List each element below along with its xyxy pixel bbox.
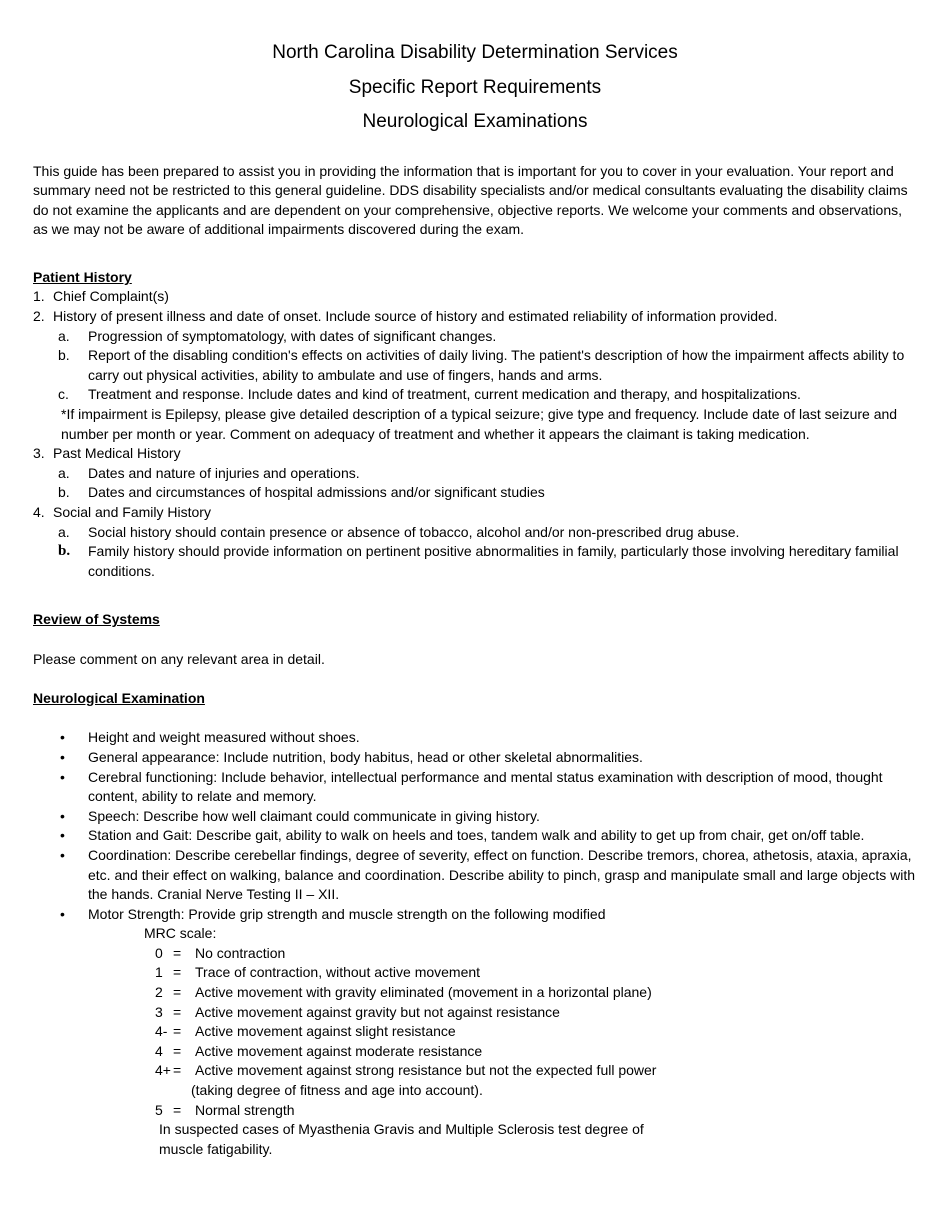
mrc-equals: = <box>173 944 182 961</box>
mrc-row <box>33 944 917 964</box>
mrc-row-continuation: (taking degree of fitness and age into account). <box>191 1082 483 1099</box>
mrc-row <box>33 983 917 1003</box>
subitem-text: Dates and nature of injuries and operations. <box>88 464 360 481</box>
mrc-equals: = <box>173 1062 182 1079</box>
review-of-systems-heading: Review of Systems <box>33 611 160 628</box>
history-item-1 <box>33 287 917 307</box>
mrc-grade: 4- <box>155 1023 168 1040</box>
bullet-mark: • <box>60 768 65 785</box>
document-title <box>33 36 917 140</box>
neurological-exam-section <box>33 689 917 1160</box>
bullet-text: Motor Strength: Provide grip strength and muscle strength on the following modified <box>88 905 606 922</box>
exam-bullet-list <box>33 728 917 924</box>
bullet-item <box>33 748 917 768</box>
bullet-item <box>33 807 917 827</box>
bullet-item <box>33 728 917 748</box>
bullet-item <box>33 905 917 925</box>
item-number: 1. <box>33 288 45 305</box>
mrc-description: Active movement against slight resistance <box>195 1023 456 1040</box>
history-subitem-4b <box>33 542 917 581</box>
mrc-grade: 4 <box>155 1042 163 1059</box>
item-text: Chief Complaint(s) <box>53 288 169 305</box>
mrc-equals: = <box>173 984 182 1001</box>
patient-history-section <box>33 268 917 582</box>
subitem-text: Social history should contain presence or absence of tobacco, alcohol and/or non-prescribed drug abuse. <box>88 523 740 540</box>
bullet-text: General appearance: Include nutrition, body habitus, head or other skeletal abnormalities. <box>88 748 643 765</box>
mrc-row <box>33 1042 917 1062</box>
mrc-scale-label: MRC scale: <box>144 925 217 942</box>
mrc-grade: 2 <box>155 984 163 1001</box>
mrc-row <box>33 1101 917 1121</box>
bullet-text: Speech: Describe how well claimant could communicate in giving history. <box>88 807 540 824</box>
bullet-item <box>33 768 917 807</box>
history-subitem-4a <box>33 523 917 543</box>
title-line-3: Neurological Examinations <box>362 111 588 132</box>
mrc-description: Normal strength <box>195 1101 295 1118</box>
history-item-3 <box>33 444 917 464</box>
mrc-description: Active movement against moderate resistance <box>195 1042 483 1059</box>
history-subitem-3a <box>33 464 917 484</box>
bullet-mark: • <box>60 827 65 844</box>
epilepsy-note: *If impairment is Epilepsy, please give detailed description of a typical seizure; give type and frequency. Include date of last seizure and number per month or year. Comment on adequacy of treatment and whether it appears the claimant is taking medication. <box>61 406 898 442</box>
mrc-scale <box>33 924 917 1159</box>
item-text: Social and Family History <box>53 504 211 520</box>
item-number: 3. <box>33 445 45 462</box>
mrc-note-line-2: muscle fatigability. <box>159 1140 273 1157</box>
mrc-grade: 5 <box>155 1101 163 1118</box>
subitem-letter: b. <box>58 543 71 560</box>
history-item-2 <box>33 307 917 327</box>
bullet-text: Station and Gait: Describe gait, ability to walk on heels and toes, tandem walk and ability to get up from chair, get on/off table. <box>88 827 865 844</box>
subitem-letter: b. <box>58 347 70 364</box>
subitem-letter: a. <box>58 464 70 481</box>
mrc-grade: 1 <box>155 964 163 981</box>
history-subitem-2b <box>33 346 917 385</box>
mrc-row <box>33 963 917 983</box>
title-line-1: North Carolina Disability Determination Services <box>272 42 678 63</box>
history-subitem-3b <box>33 483 917 503</box>
bullet-item <box>33 846 917 905</box>
mrc-equals: = <box>173 1101 182 1118</box>
bullet-mark: • <box>60 729 65 746</box>
mrc-description: Active movement against gravity but not against resistance <box>195 1003 560 1020</box>
intro-paragraph: This guide has been prepared to assist you in providing the information that is important for you to cover in your evaluation. Your report and summary need not be restricted to this general guideline. DDS disability specialists and/or medical consultants evaluating the disability claims do not examine the applicants and are dependent on your comprehensive, objective reports. We welcome your comments and observations, as we may not be aware of additional impairments discovered during the exam. <box>33 162 908 238</box>
mrc-row <box>33 1003 917 1023</box>
mrc-equals: = <box>173 1042 182 1059</box>
mrc-equals: = <box>173 1023 182 1040</box>
mrc-grade: 4+ <box>155 1062 171 1079</box>
mrc-equals: = <box>173 1003 182 1020</box>
subitem-letter: a. <box>58 523 70 540</box>
mrc-description: Active movement with gravity eliminated (movement in a horizontal plane) <box>195 984 652 1001</box>
item-number: 2. <box>33 308 45 325</box>
bullet-text: Height and weight measured without shoes. <box>88 729 360 746</box>
subitem-text: Report of the disabling condition's effects on activities of daily living. The patient's description of how the impairment affects ability to carry out physical activities, ability to ambulate and use of fingers, hands and arms. <box>88 347 905 383</box>
item-text: History of present illness and date of onset. Include source of history and estimated reliability of information provided. <box>53 308 778 325</box>
subitem-text: Treatment and response. Include dates and kind of treatment, current medication and therapy, and hospitalizations. <box>88 386 801 403</box>
mrc-grade: 0 <box>155 944 163 961</box>
bullet-item <box>33 826 917 846</box>
history-item-4 <box>33 503 917 523</box>
bullet-text: Coordination: Describe cerebellar findings, degree of severity, effect on function. Describe tremors, chorea, athetosis, ataxia, apraxia, etc. and their effect on walking, balance and coordination. Describe ability to pinch, grasp and manipulate small and large objects with the hands. Cranial Nerve Testing II – XII. <box>88 846 916 903</box>
mrc-note-line-1: In suspected cases of Myasthenia Gravis and Multiple Sclerosis test degree of <box>159 1121 644 1138</box>
history-subitem-2a <box>33 327 917 347</box>
item-text: Past Medical History <box>53 445 181 462</box>
subitem-text: Progression of symptomatology, with dates of significant changes. <box>88 327 497 344</box>
subitem-letter: b. <box>58 484 70 501</box>
mrc-equals: = <box>173 964 182 981</box>
mrc-grade: 3 <box>155 1003 163 1020</box>
patient-history-heading: Patient History <box>33 268 132 285</box>
bullet-text: Cerebral functioning: Include behavior, intellectual performance and mental status examination with description of mood, thought content, ability to relate and memory. <box>88 768 883 805</box>
mrc-description: Active movement against strong resistance but not the expected full power <box>195 1062 657 1079</box>
bullet-mark: • <box>60 748 65 765</box>
review-of-systems-text: Please comment on any relevant area in detail. <box>33 650 325 667</box>
mrc-row <box>33 1022 917 1042</box>
review-of-systems-section <box>33 610 917 669</box>
subitem-text: Dates and circumstances of hospital admissions and/or significant studies <box>88 484 545 501</box>
mrc-description: No contraction <box>195 944 286 961</box>
bullet-mark: • <box>60 807 65 824</box>
title-line-2: Specific Report Requirements <box>348 76 602 98</box>
bullet-mark: • <box>60 905 65 922</box>
mrc-description: Trace of contraction, without active movement <box>195 964 481 981</box>
history-subitem-2c <box>33 385 917 405</box>
subitem-text: Family history should provide information on pertinent positive abnormalities in family, particularly those involving hereditary familial conditions. <box>88 543 899 579</box>
subitem-letter: a. <box>58 327 70 344</box>
neurological-exam-heading: Neurological Examination <box>33 689 205 706</box>
item-number: 4. <box>33 504 45 520</box>
mrc-row <box>33 1061 917 1081</box>
subitem-letter: c. <box>58 386 69 403</box>
bullet-mark: • <box>60 846 65 863</box>
document-page <box>33 36 917 1159</box>
